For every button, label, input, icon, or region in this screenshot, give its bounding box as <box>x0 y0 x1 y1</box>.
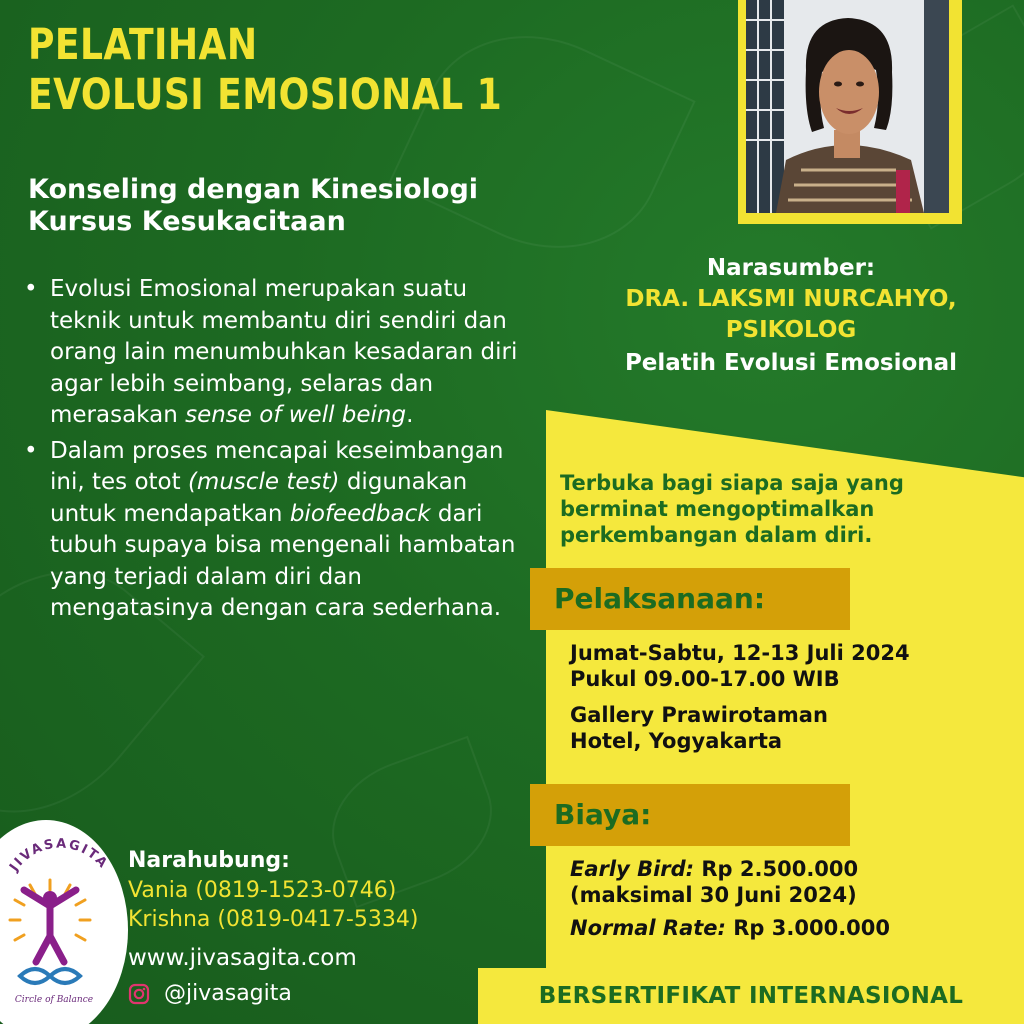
description-italic: sense of well being <box>185 402 407 428</box>
title-line-1: PELATIHAN <box>28 20 258 70</box>
normal-rate-amount: Rp 3.000.000 <box>733 915 891 940</box>
audience-line-2: berminat mengoptimalkan <box>560 497 875 522</box>
early-bird-amount: Rp 2.500.000 <box>701 857 859 881</box>
early-bird-note: (maksimal 30 Juni 2024) <box>570 883 857 908</box>
description-text: dari tubuh supaya bisa mengenali hambatan yang terjadi dalam diri dan mengatasinya dengan cara sederhana. <box>50 500 516 621</box>
venue-line-2: Hotel, Yogyakarta <box>570 729 783 754</box>
certificate-banner: BERSERTIFIKAT INTERNASIONAL <box>478 968 1024 1024</box>
jivasagita-logo <box>0 820 128 1024</box>
early-bird-label: Early Bird: <box>570 857 695 881</box>
description-item <box>20 274 520 432</box>
subtitle-line-1: Konseling dengan Kinesiologi <box>28 174 479 205</box>
title-line-2: EVOLUSI EMOSIONAL 1 <box>28 70 503 121</box>
cost-heading: Biaya: <box>530 784 850 846</box>
speaker-info <box>586 254 996 379</box>
speaker-label: Narasumber: <box>706 255 876 281</box>
instagram-icon <box>128 983 150 1005</box>
early-bird-price <box>570 856 890 882</box>
description-text: Evolusi Emosional merupakan suatu teknik untuk membantu diri sendiri dan orang lain menumbuhkan kesadaran diri agar lebih seimbang, selaras dan merasakan <box>50 276 518 428</box>
subtitle-line-2: Kursus Kesukacitaan <box>28 206 346 238</box>
cost-details <box>570 856 890 941</box>
instagram-handle-text: @jivasagita <box>164 981 292 1006</box>
description-italic: biofeedback <box>289 500 431 527</box>
execution-heading: Pelaksanaan: <box>530 568 850 630</box>
contact-info <box>128 846 418 935</box>
event-title <box>28 20 502 121</box>
description-list <box>20 274 520 629</box>
svg-text:JIVASAGITA <box>6 837 111 876</box>
venue-line-1: Gallery Prawirotaman <box>570 702 828 727</box>
description-suffix: . <box>406 402 414 428</box>
logo-tagline: Circle of Balance <box>14 995 94 1005</box>
speaker-role: Pelatih Evolusi Emosional <box>624 349 958 376</box>
description-text: digunakan untuk mendapatkan <box>50 469 468 527</box>
audience-line-1: Terbuka bagi siapa saja yang <box>560 471 904 495</box>
logo-name: JIVASAGITA <box>6 836 111 875</box>
spacer <box>570 693 910 702</box>
contact-person-2[interactable]: Krishna (0819-0417-5334) <box>128 907 419 933</box>
description-item <box>20 436 520 625</box>
event-date: Jumat-Sabtu, 12-13 Juli 2024 <box>570 641 910 665</box>
event-time: Pukul 09.00-17.00 WIB <box>570 667 840 692</box>
execution-details <box>570 640 910 755</box>
audience-line-3: perkembangan dalam diri. <box>560 523 873 548</box>
audience-text <box>560 470 904 548</box>
instagram-handle[interactable] <box>128 981 292 1006</box>
normal-rate-price <box>570 915 890 941</box>
normal-rate-label: Normal Rate: <box>570 915 726 940</box>
contact-label: Narahubung: <box>128 848 290 873</box>
description-text: Dalam proses mencapai keseimbangan ini, tes otot <box>50 437 504 495</box>
website-link[interactable]: www.jivasagita.com <box>128 945 357 971</box>
contact-person-1[interactable]: Vania (0819-1523-0746) <box>128 877 397 903</box>
logo-illustration <box>0 820 128 1024</box>
event-subtitle <box>28 174 478 239</box>
speaker-portrait-illustration <box>746 0 949 213</box>
speaker-photo <box>746 0 949 213</box>
speaker-photo-frame <box>738 0 962 224</box>
speaker-name-line-1: DRA. LAKSMI NURCAHYO, <box>625 285 957 312</box>
speaker-name-line-2: PSIKOLOG <box>725 317 857 344</box>
description-italic: (muscle test) <box>187 469 340 495</box>
